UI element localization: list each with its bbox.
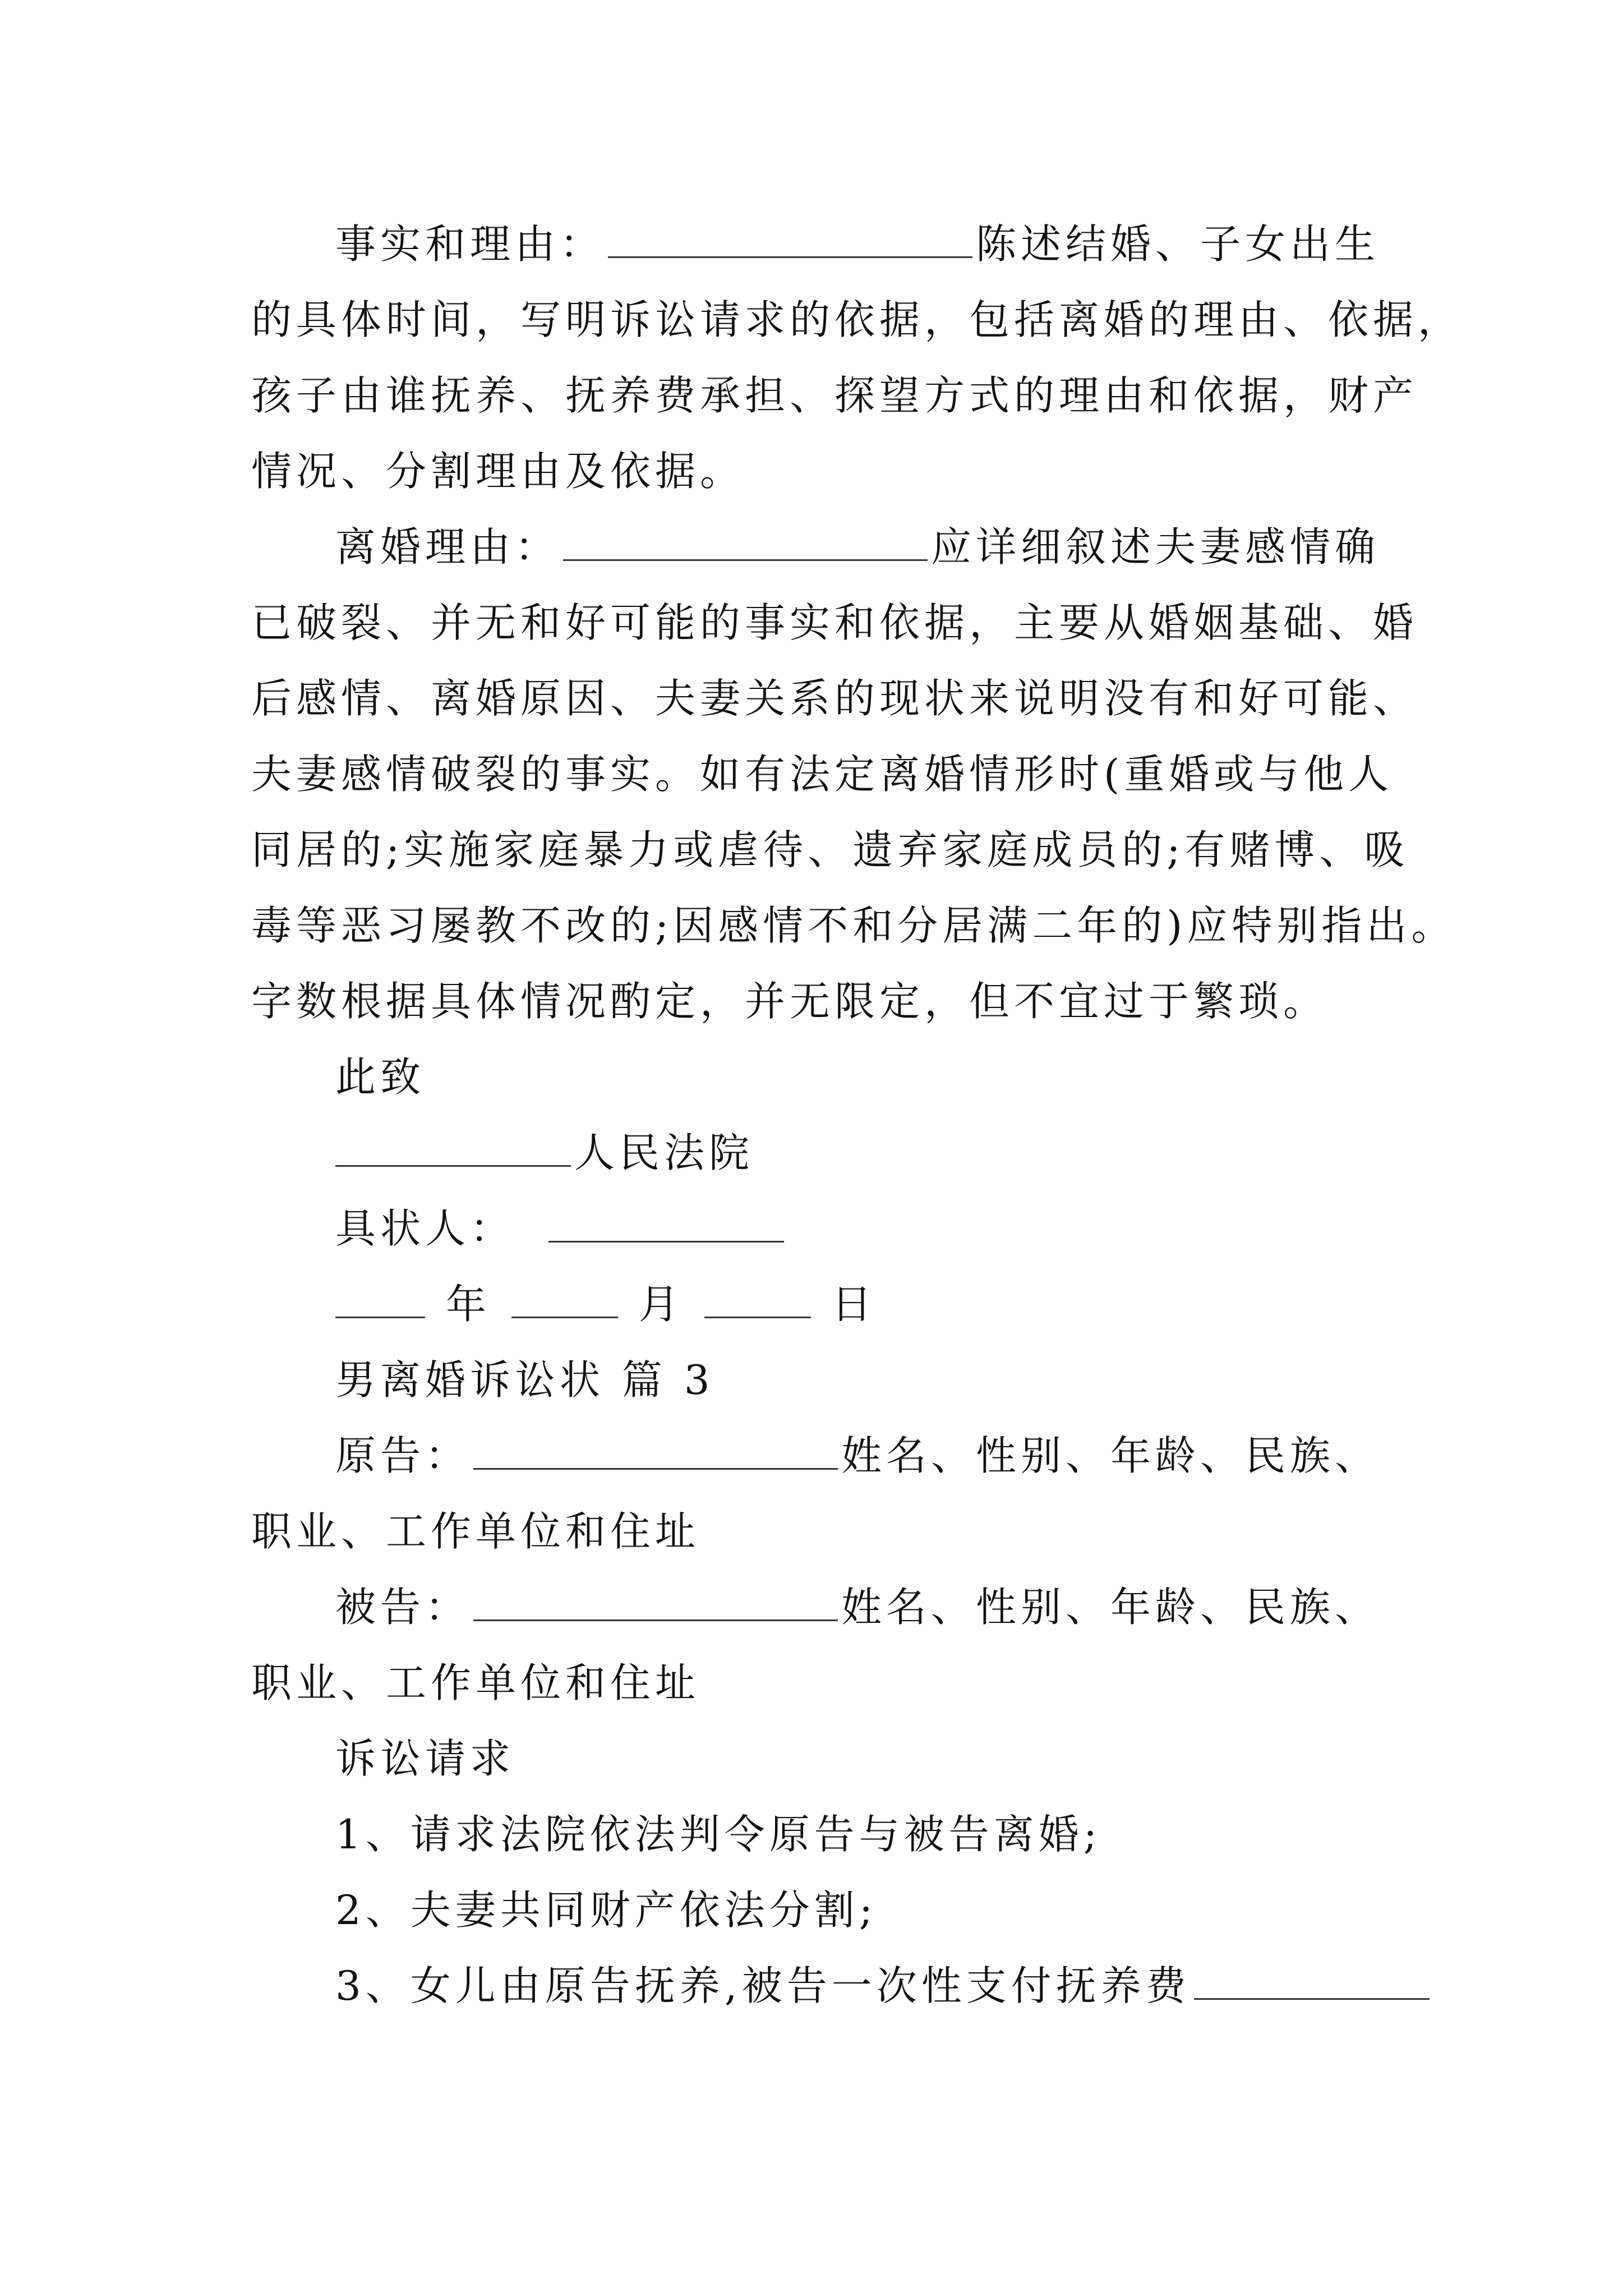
paragraph-line: 孩子由谁抚养、抚养费承担、探望方式的理由和依据，财产 <box>251 372 1418 419</box>
claim-item: 1、请求法院依法判令原告与被告离婚; <box>335 1811 1102 1858</box>
signer-label: 具状人： <box>335 1205 515 1252</box>
plaintiff-blank <box>473 1429 838 1470</box>
year-blank <box>335 1277 425 1318</box>
defendant-line <box>335 1579 1380 1635</box>
month-blank <box>511 1277 618 1318</box>
claim-item: 2、夫妻共同财产依法分割; <box>335 1887 878 1934</box>
defendant-fields-cont: 职业、工作单位和住址 <box>251 1659 700 1706</box>
plaintiff-fields: 姓名、性别、年龄、民族、 <box>841 1432 1380 1479</box>
day-label: 日 <box>831 1281 877 1328</box>
court-blank <box>335 1126 571 1167</box>
court-line <box>335 1125 754 1181</box>
facts-reasons-line <box>335 216 1380 272</box>
date-line <box>335 1276 877 1332</box>
salutation: 此致 <box>335 1053 426 1101</box>
claim-item: 3、女儿由原告抚养,被告一次性支付抚养费 <box>335 1962 1191 2009</box>
divorce-reason-label: 离婚理由： <box>335 523 560 570</box>
facts-reasons-label: 事实和理由： <box>335 220 605 268</box>
plaintiff-fields-cont: 职业、工作单位和住址 <box>251 1508 700 1555</box>
paragraph-line: 的具体时间，写明诉讼请求的依据，包括离婚的理由、依据， <box>251 296 1463 343</box>
divorce-reason-line <box>335 519 1380 575</box>
divorce-reason-intro: 应详细叙述夫妻感情确 <box>931 523 1380 570</box>
claims-heading: 诉讼请求 <box>335 1735 515 1782</box>
defendant-label: 被告： <box>335 1584 471 1631</box>
signer-line <box>335 1200 787 1257</box>
day-blank <box>704 1277 811 1318</box>
facts-blank <box>608 217 972 258</box>
support-fee-blank <box>1194 1959 1430 2000</box>
paragraph-line: 已破裂、并无和好可能的事实和依据，主要从婚姻基础、婚 <box>251 599 1418 646</box>
claim-item-with-blank <box>335 1958 1433 2014</box>
paragraph-line: 同居的;实施家庭暴力或虐待、遗弃家庭成员的;有赌博、吸 <box>251 826 1409 873</box>
defendant-fields: 姓名、性别、年龄、民族、 <box>841 1584 1380 1631</box>
paragraph-line: 毒等恶习屡教不改的;因感情不和分居满二年的)应特别指出。 <box>251 902 1456 949</box>
document-title: 男离婚诉讼状 篇 3 <box>335 1356 714 1404</box>
year-label: 年 <box>445 1281 491 1328</box>
paragraph-line: 情况、分割理由及依据。 <box>251 448 745 495</box>
paragraph-line: 字数根据具体情况酌定，并无限定，但不宜过于繁琐。 <box>251 978 1329 1025</box>
court-suffix: 人民法院 <box>574 1129 754 1176</box>
facts-intro-text: 陈述结婚、子女出生 <box>976 220 1380 268</box>
plaintiff-line <box>335 1428 1380 1484</box>
plaintiff-label: 原告： <box>335 1432 471 1479</box>
paragraph-line: 夫妻感情破裂的事实。如有法定离婚情形时(重婚或与他人 <box>251 751 1394 798</box>
paragraph-line: 后感情、离婚原因、夫妻关系的现状来说明没有和好可能、 <box>251 675 1418 722</box>
signer-blank <box>548 1202 784 1243</box>
divorce-reason-blank <box>563 520 928 561</box>
month-label: 月 <box>638 1281 684 1328</box>
defendant-blank <box>473 1580 838 1621</box>
